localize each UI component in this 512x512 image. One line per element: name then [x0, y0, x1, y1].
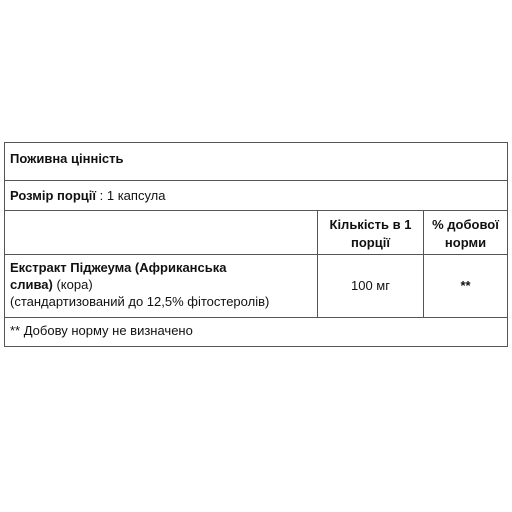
ingredient-daily-value: **: [460, 278, 471, 293]
ingredient-standardization: (стандартизований до 12,5% фітостеролів): [10, 294, 270, 309]
ingredient-name: Екстракт Піджеума (Африканська слива): [10, 260, 227, 292]
ingredient-part: (кора): [52, 277, 93, 292]
header-amount-per-serving: Кількість в 1 порції: [318, 211, 424, 254]
serving-size-row: [5, 181, 507, 211]
serving-size-value: : 1 капсула: [96, 188, 166, 203]
table-header-row: [5, 211, 507, 255]
ingredient-name-cell: [5, 255, 318, 317]
nutrition-facts-table: [4, 142, 508, 347]
serving-size-label: Розмір порції: [10, 188, 97, 203]
ingredient-amount: 100 мг: [318, 255, 424, 317]
table-title: Поживна цінність: [5, 143, 507, 181]
table-row: [5, 255, 507, 318]
footnote: ** Добову норму не визначено: [10, 323, 193, 338]
header-ingredient: [5, 211, 318, 254]
header-daily-value: % добової норми: [432, 217, 499, 250]
